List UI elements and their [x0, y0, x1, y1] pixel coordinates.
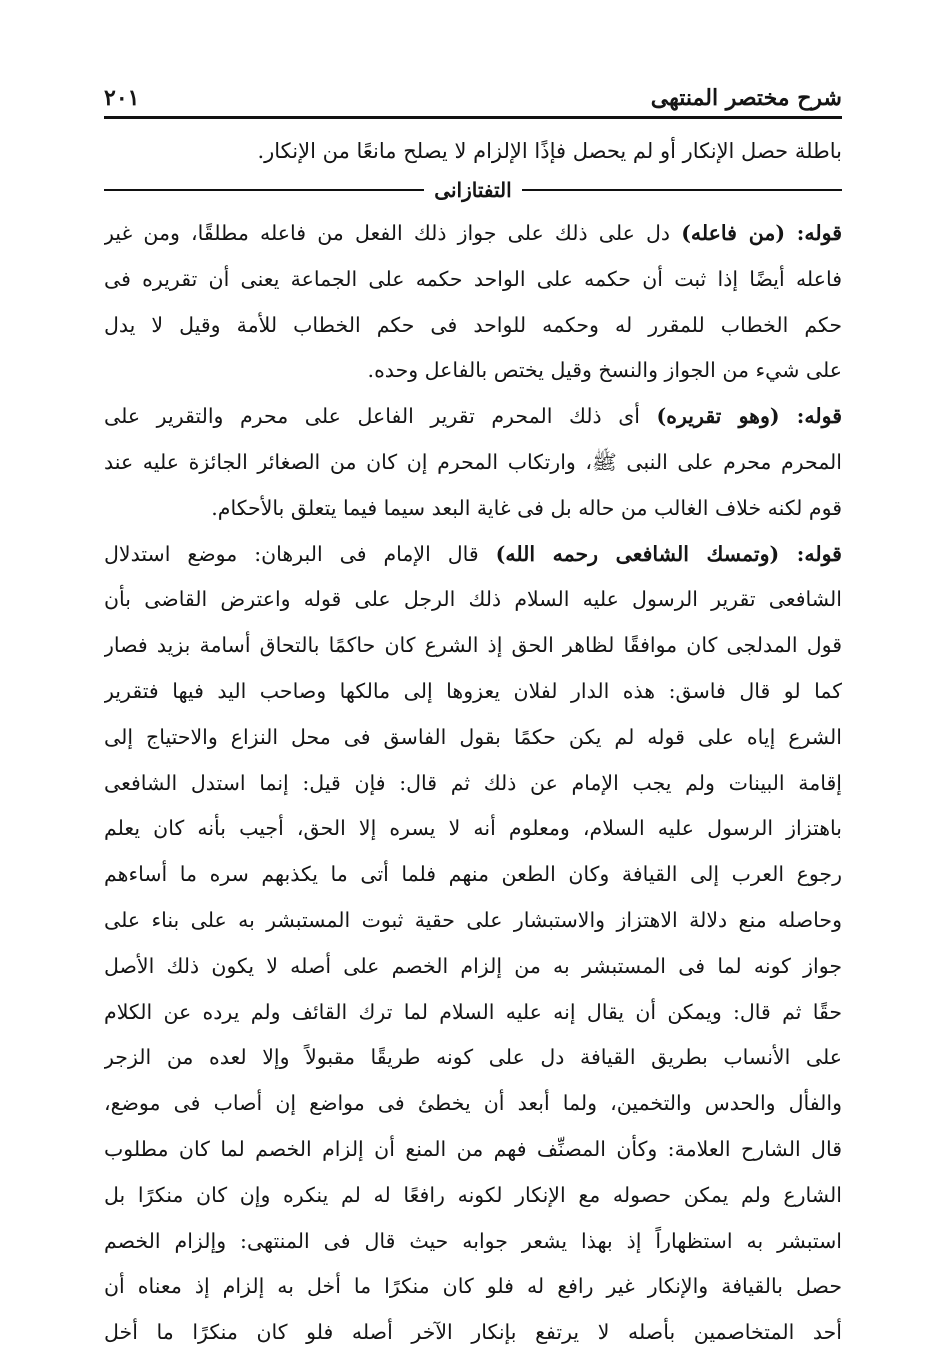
paragraph-lead: قوله: (من فاعله) — [681, 221, 842, 245]
text-line: جواز كونه لما فى المستبشر به من إلزام الخصم على أصله لا يكون ذلك الأصل — [104, 953, 842, 978]
text-line: على شيء من الجواز والنسخ وقيل يختص بالفاعل وحده. — [367, 358, 842, 383]
text-line: الشارع ولم يمكن حصوله مع الإنكار لكونه رافعًا له لم ينكره وإن كان منكرًا بل — [104, 1182, 842, 1207]
text-line: الشافعى تقرير الرسول عليه السلام ذلك الرجل على قوله واعترض القاضى بأن — [104, 587, 842, 612]
text-line: الشرع إياه على قوله لم يكن حكمًا بقول الفاسق فى محل النزاع والاحتياج إلى — [104, 724, 842, 749]
text-line — [104, 394, 842, 440]
document-page — [104, 80, 842, 1356]
commentary-paragraph — [104, 532, 842, 1356]
text-line: فاعله أيضًا إذا ثبت أن حكمه على الواحد حكمه على الجماعة يعنى أن تقريره فى — [104, 266, 842, 291]
text-line: حقًا ثم قال: ويمكن أن يقال إنه عليه السلام لما ترك القائف ولم يرده عن الكلام — [104, 999, 842, 1024]
line-text: دل على ذلك على جواز ذلك الفعل من فاعله مطلقًا، ومن غير — [104, 221, 671, 245]
text-line: على الأنساب بطريق القيافة دل على كونه طريقًا مقبولاً وإلا لعده من الزجر — [104, 1045, 842, 1070]
text-line: كما لو قال فاسق: هذه الدار لفلان يعزوها إلى مالكها وصاحب اليد فيها فتقرير — [104, 678, 842, 703]
divider-rule-left — [104, 189, 424, 191]
continuation-line: باطلة حصل الإنكار أو لم يحصل فإذًا الإلزام لا يصلح مانعًا من الإنكار. — [257, 139, 842, 163]
paragraph-lead: قوله: (وتمسك الشافعى رحمه الله) — [495, 541, 842, 566]
commentary-paragraph — [104, 211, 842, 394]
line-text: أى ذلك المحرم تقرير الفاعل على محرم والتقرير على — [104, 404, 640, 429]
text-line: حكم الخطاب للمقرر له وحكمه للواحد فى حكم الخطاب للأمة وقيل لا يدل — [104, 312, 842, 337]
page-number: ٢٠١ — [104, 85, 140, 111]
text-line: والفأل والحدس والتخمين، ولما أبعد أن يخطئ فى مواضع إن أصاب فى موضع، — [104, 1091, 842, 1116]
commentary-paragraph — [104, 394, 842, 531]
divider-rule-right — [522, 189, 842, 191]
text-line: حصل بالقيافة والإنكار غير رافع له فلو كان منكرًا ما أخل به إلزام إذ معناه أن — [104, 1274, 842, 1299]
running-title: شرح مختصر المنتهى — [650, 85, 842, 111]
text-line: وحاصله منع دلالة الاهتزاز والاستبشار على حقية ثبوت المستبشر به على بناء على — [104, 907, 842, 932]
text-line: قول المدلجى كان موافقًا لظاهر الحق إذ الشرع كان حاكمًا بالتحاق أسامة بزيد فصار — [104, 633, 842, 658]
section-divider — [104, 173, 842, 207]
page-header — [104, 80, 842, 119]
text-line: استبشر به استظهاراً إذ بهذا يشعر جوابه حيث قال فى المنتهى: وإلزام الخصم — [104, 1228, 842, 1253]
text-line: المحرم محرم على النبى ﷺ، وارتكاب المحرم إن كان من الصغائر الجائزة عليه عند — [104, 449, 842, 474]
text-line — [104, 532, 842, 578]
text-line: رجوع العرب إلى القيافة وكان الطعن منهم فلما أتى ما يكذبهم سره ما أساءهم — [104, 862, 842, 887]
section-heading: التفتازانى — [434, 178, 512, 202]
text-line: قوم لكنه خلاف الغالب من حاله بل فى غاية البعد سيما فيما يتعلق بالأحكام. — [211, 495, 842, 520]
text-line: إقامة البينات ولم يجب الإمام عن ذلك ثم قال: فإن قيل: إنما استدل الشافعى — [104, 770, 842, 795]
text-line — [104, 211, 842, 257]
paragraph-lead: قوله: (وهو تقريره) — [656, 404, 842, 429]
text-line: باهتزاز الرسول عليه السلام، ومعلوم أنه لا يسره إلا الحق، أجيب بأنه كان يعلم — [104, 816, 842, 841]
text-line: أحد المتخاصمين بأصله لا يرتفع بإنكار الآخر أصله فلو كان منكرًا ما أخل — [104, 1320, 842, 1345]
text-line: قال الشارح العلامة: وكأن المصنِّف فهم من المنع أن إلزام الخصم لما كان مطلوب — [104, 1136, 842, 1161]
line-text: قال الإمام فى البرهان: موضع استدلال — [104, 541, 479, 566]
